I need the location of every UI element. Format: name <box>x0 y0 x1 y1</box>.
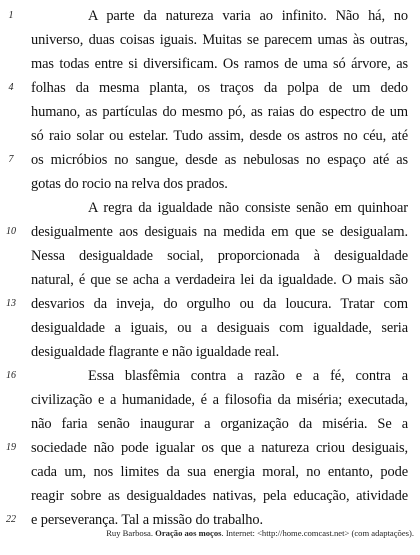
line-text: e perseverança. Tal a missão do trabalho. <box>31 512 263 528</box>
text-line <box>0 196 420 220</box>
line-text: gotas do rocio na relva dos prados. <box>31 176 228 192</box>
text-line <box>0 28 420 52</box>
source-citation <box>0 525 414 541</box>
line-text: mas todas entre si diversificam. Os ramos de uma só árvore, as <box>31 56 408 72</box>
line-text: reagir sobre as desigualdades nativas, pela educação, atividade <box>31 488 408 504</box>
text-line <box>0 268 420 292</box>
text-line <box>0 412 420 436</box>
line-number: 4 <box>8 82 14 93</box>
text-line <box>0 244 420 268</box>
line-text: desigualdade a iguais, ou a desiguais com igualdade, seria <box>31 320 408 336</box>
line-text: só raio solar ou estelar. Tudo assim, desde os astros no céu, até <box>31 128 408 144</box>
text-line <box>0 388 420 412</box>
text-line <box>0 340 420 364</box>
citation-author: Ruy Barbosa. <box>106 528 153 538</box>
line-number: 22 <box>6 514 16 525</box>
text-line <box>0 292 420 316</box>
text-line <box>0 364 420 388</box>
line-text: civilização e a humanidade, é a filosofia da miséria; executada, <box>31 392 408 408</box>
line-text: folhas da mesma planta, os traços da polpa de um dedo <box>31 80 408 96</box>
text-line <box>0 52 420 76</box>
line-number: 13 <box>6 298 16 309</box>
line-number: 19 <box>6 442 16 453</box>
text-line <box>0 316 420 340</box>
text-line <box>0 436 420 460</box>
line-number: 16 <box>6 370 16 381</box>
text-line <box>0 484 420 508</box>
line-text: desigualdade flagrante e não igualdade real. <box>31 344 280 360</box>
line-number: 10 <box>6 226 16 237</box>
text-line <box>0 220 420 244</box>
text-line <box>0 124 420 148</box>
line-text: sociedade não pode igualar os que a natureza criou desiguais, <box>31 440 408 456</box>
line-text: desvarios da inveja, do orgulho ou da loucura. Tratar com <box>31 296 408 312</box>
line-text: humano, as partículas do mesmo pó, as raias do espectro de um <box>31 104 408 120</box>
line-text: universo, duas coisas iguais. Muitas se parecem umas às outras, <box>31 32 408 48</box>
line-text: A regra da igualdade não consiste senão em quinhoar <box>88 200 408 216</box>
text-line <box>0 460 420 484</box>
line-text: Nessa desigualdade social, proporcionada à desigualdade <box>31 248 408 264</box>
line-text: não faria senão inaugurar a organização da miséria. Se a <box>31 416 408 432</box>
text-line <box>0 4 420 28</box>
text-line <box>0 100 420 124</box>
text-line <box>0 172 420 196</box>
line-text: Essa blasfêmia contra a razão e a fé, contra a <box>88 368 408 384</box>
text-line <box>0 76 420 100</box>
line-number: 1 <box>8 10 14 21</box>
text-line <box>0 148 420 172</box>
line-text: cada um, nos limites da sua energia moral, no entanto, pode <box>31 464 408 480</box>
line-text: A parte da natureza varia ao infinito. Não há, no <box>88 8 408 24</box>
line-text: os micróbios no sangue, desde as nebulosas no espaço até as <box>31 152 408 168</box>
line-text: desigualmente aos desiguais na medida em que se desigualam. <box>31 224 408 240</box>
citation-source: . Internet: <http://home.comcast.net> (com adaptações). <box>221 528 414 538</box>
line-text: natural, é que se acha a verdadeira lei da igualdade. O mais são <box>31 272 408 288</box>
citation-work-title: Oração aos moços <box>155 528 222 538</box>
line-number: 7 <box>8 154 14 165</box>
